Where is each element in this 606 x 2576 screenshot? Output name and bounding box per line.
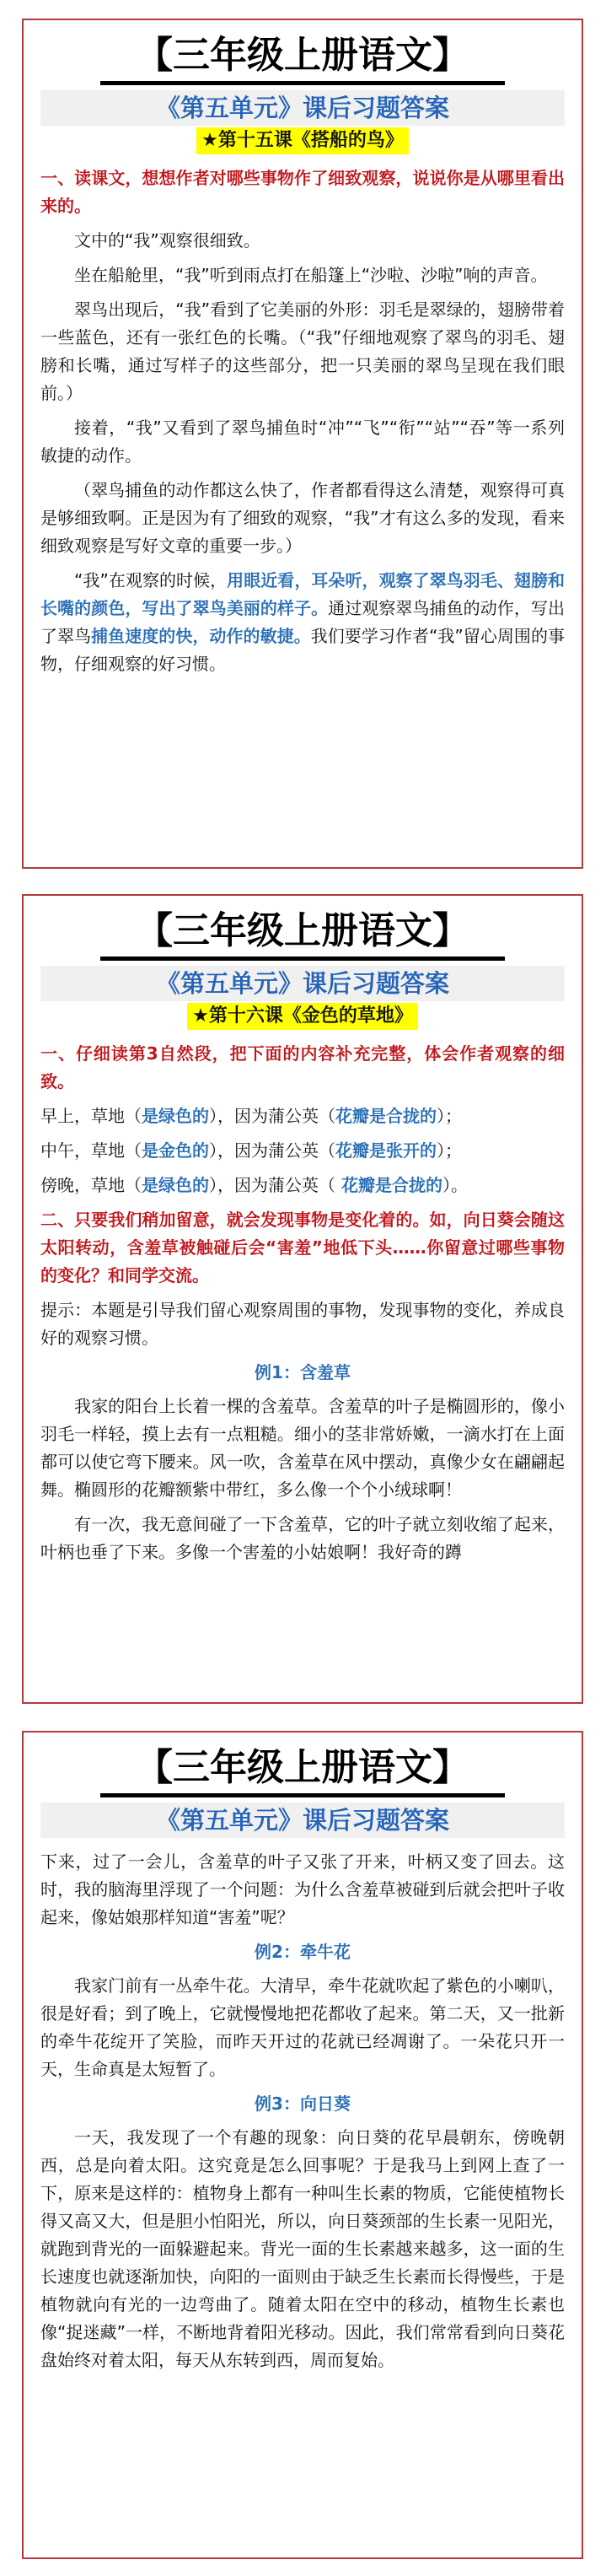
example-paragraph: 有一次，我无意间碰了一下含羞草，它的叶子就立刻收缩了起来，叶柄也垂了下来。多像一个害羞的小姑娘啊！我好奇的蹲 xyxy=(40,1514,565,1562)
question-2: 二、只要我们稍加留意，就会发现事物是变化着的。如，向日葵会随这太阳转动，含羞草被触碰后会“害羞”地低下头……你留意过哪些事物的变化？和同学交流。 xyxy=(40,1210,565,1285)
hint-paragraph: 提示：本题是引导我们留心观察周围的事物，发现事物的变化，养成良好的观察习惯。 xyxy=(40,1300,565,1348)
summary-paragraph xyxy=(40,567,565,678)
row-text: ）； xyxy=(437,1140,462,1161)
lesson-heading: ★第十六课《金色的草地》 xyxy=(187,1003,418,1030)
answer-text: 花瓣是张开的 xyxy=(335,1140,437,1161)
summary-text: 我们要学习作者“我”留心周围的事物，仔细观察的好习惯。 xyxy=(40,626,565,674)
example-heading: 例1：含羞草 xyxy=(255,1362,351,1382)
example-paragraph: 我家门前有一丛牵牛花。大清早，牵牛花就吹起了紫色的小喇叭，很是好看；到了晚上，它就慢慢地把花都收了起来。第二天，又一批新的牵牛花绽开了笑脸，而昨天开过的花就已经凋谢了。一朵花只开一天，生命真是太短暂了。 xyxy=(40,1975,565,2079)
row-text: ），因为蒲公英（ xyxy=(209,1175,335,1195)
answer-page-2 xyxy=(22,894,583,1704)
example-paragraph: 一天，我发现了一个有趣的现象：向日葵的花早晨朝东，傍晚朝西，总是向着太阳。这究竟是怎么回事呢？于是我马上到网上查了一下，原来是这样的：植物身上都有一种叫生长素的物质，它能使植物长得又高又大，但是胆小怕阳光，所以，向日葵颈部的生长素一见阳光，就跑到背光的一面躲避起来。背光一面的生长素越来越多，这一面的生长速度也就逐渐加快，向阳的一面则由于缺乏生长素而长得慢些，于是植物就向有光的一边弯曲了。随着太阳在空中的移动，植物生长素也像“捉迷藏”一样，不断地背着阳光移动。因此，我们常常看到向日葵花盘始终对着太阳，每天从东转到西，周而复始。 xyxy=(40,2127,565,2370)
fill-row xyxy=(40,1102,565,1130)
row-text: 早上，草地（ xyxy=(40,1106,142,1126)
row-text: ），因为蒲公英（ xyxy=(209,1140,335,1161)
example-paragraph: 我家的阳台上长着一棵的含羞草。含羞草的叶子是椭圆形的，像小羽毛一样轻，摸上去有一点粗糙。细小的茎非常娇嫩，一滴水打在上面都可以使它弯下腰来。风一吹，含羞草在风中摆动，真像少女在翩翩起舞。椭圆形的花瓣额紫中带红，多么像一个个小绒球啊！ xyxy=(40,1396,565,1500)
answer-paragraph: 文中的“我”观察很细致。 xyxy=(74,230,260,251)
summary-text: 通过观察翠鸟捕鱼的动作，写出了翠鸟 xyxy=(40,598,566,646)
page-title: 【三年级上册语文】 xyxy=(100,32,505,85)
page-title: 【三年级上册语文】 xyxy=(100,908,505,961)
summary-text: “我”在观察的时候， xyxy=(74,570,228,590)
fill-row xyxy=(40,1172,565,1199)
example-heading: 例3：向日葵 xyxy=(255,2094,351,2114)
answer-text: 是金色的 xyxy=(142,1140,209,1161)
row-text: 傍晚，草地（ xyxy=(40,1175,142,1195)
answer-text: 花瓣是合拢的 xyxy=(335,1106,437,1126)
unit-subtitle: 《第五单元》课后习题答案 xyxy=(40,90,565,126)
unit-subtitle: 《第五单元》课后习题答案 xyxy=(40,966,565,1001)
highlight-text: 捕鱼速度的快，动作的敏捷。 xyxy=(91,626,311,646)
lesson-heading: ★第十五课《搭船的鸟》 xyxy=(196,127,409,154)
answer-paragraph: （翠鸟捕鱼的动作都这么快了，作者都看得这么清楚，观察得可真是够细致啊。正是因为有了细致的观察，“我”才有这么多的发现，看来细致观察是写好文章的重要一步。） xyxy=(40,480,565,556)
answer-paragraph: 翠鸟出现后，“我”看到了它美丽的外形：羽毛是翠绿的，翅膀带着一些蓝色，还有一张红色的长嘴。（“我”仔细地观察了翠鸟的羽毛、翅膀和长嘴，通过写样子的这些部分，把一只美丽的翠鸟呈现在我们眼前。） xyxy=(40,299,565,403)
question-1: 一、仔细读第3自然段，把下面的内容补充完整，体会作者观察的细致。 xyxy=(40,1043,565,1091)
answer-text: 花瓣是合拢的 xyxy=(335,1175,442,1195)
row-text: ）。 xyxy=(442,1175,468,1195)
example-heading: 例2：牵牛花 xyxy=(255,1942,351,1962)
question-1: 一、读课文，想想作者对哪些事物作了细致观察，说说你是从哪里看出来的。 xyxy=(40,168,565,216)
fill-row xyxy=(40,1137,565,1165)
row-text: ）； xyxy=(437,1106,462,1126)
answer-paragraph: 坐在船舱里，“我”听到雨点打在船篷上“沙啦、沙啦”响的声音。 xyxy=(74,265,548,285)
answer-page-1 xyxy=(22,19,583,869)
highlight-text: 用眼近看，耳朵听，观察了翠鸟羽毛、翅膀和长嘴的颜色，写出了翠鸟美丽的样子。 xyxy=(40,570,566,618)
continued-paragraph: 下来，过了一会儿，含羞草的叶子又张了开来，叶柄又变了回去。这时，我的脑海里浮现了一个问题：为什么含羞草被碰到后就会把叶子收起来，像姑娘那样知道“害羞”呢？ xyxy=(40,1851,565,1927)
unit-subtitle: 《第五单元》课后习题答案 xyxy=(40,1803,565,1838)
page-title: 【三年级上册语文】 xyxy=(100,1744,505,1797)
row-text: ），因为蒲公英（ xyxy=(209,1106,335,1126)
row-text: 中午，草地（ xyxy=(40,1140,142,1161)
answer-text: 是绿色的 xyxy=(142,1175,209,1195)
answer-page-3 xyxy=(22,1731,583,2559)
answer-text: 是绿色的 xyxy=(142,1106,209,1126)
answer-paragraph: 接着，“我”又看到了翠鸟捕鱼时“冲”“飞”“衔”“站”“吞”等一系列敏捷的动作。 xyxy=(40,418,565,466)
